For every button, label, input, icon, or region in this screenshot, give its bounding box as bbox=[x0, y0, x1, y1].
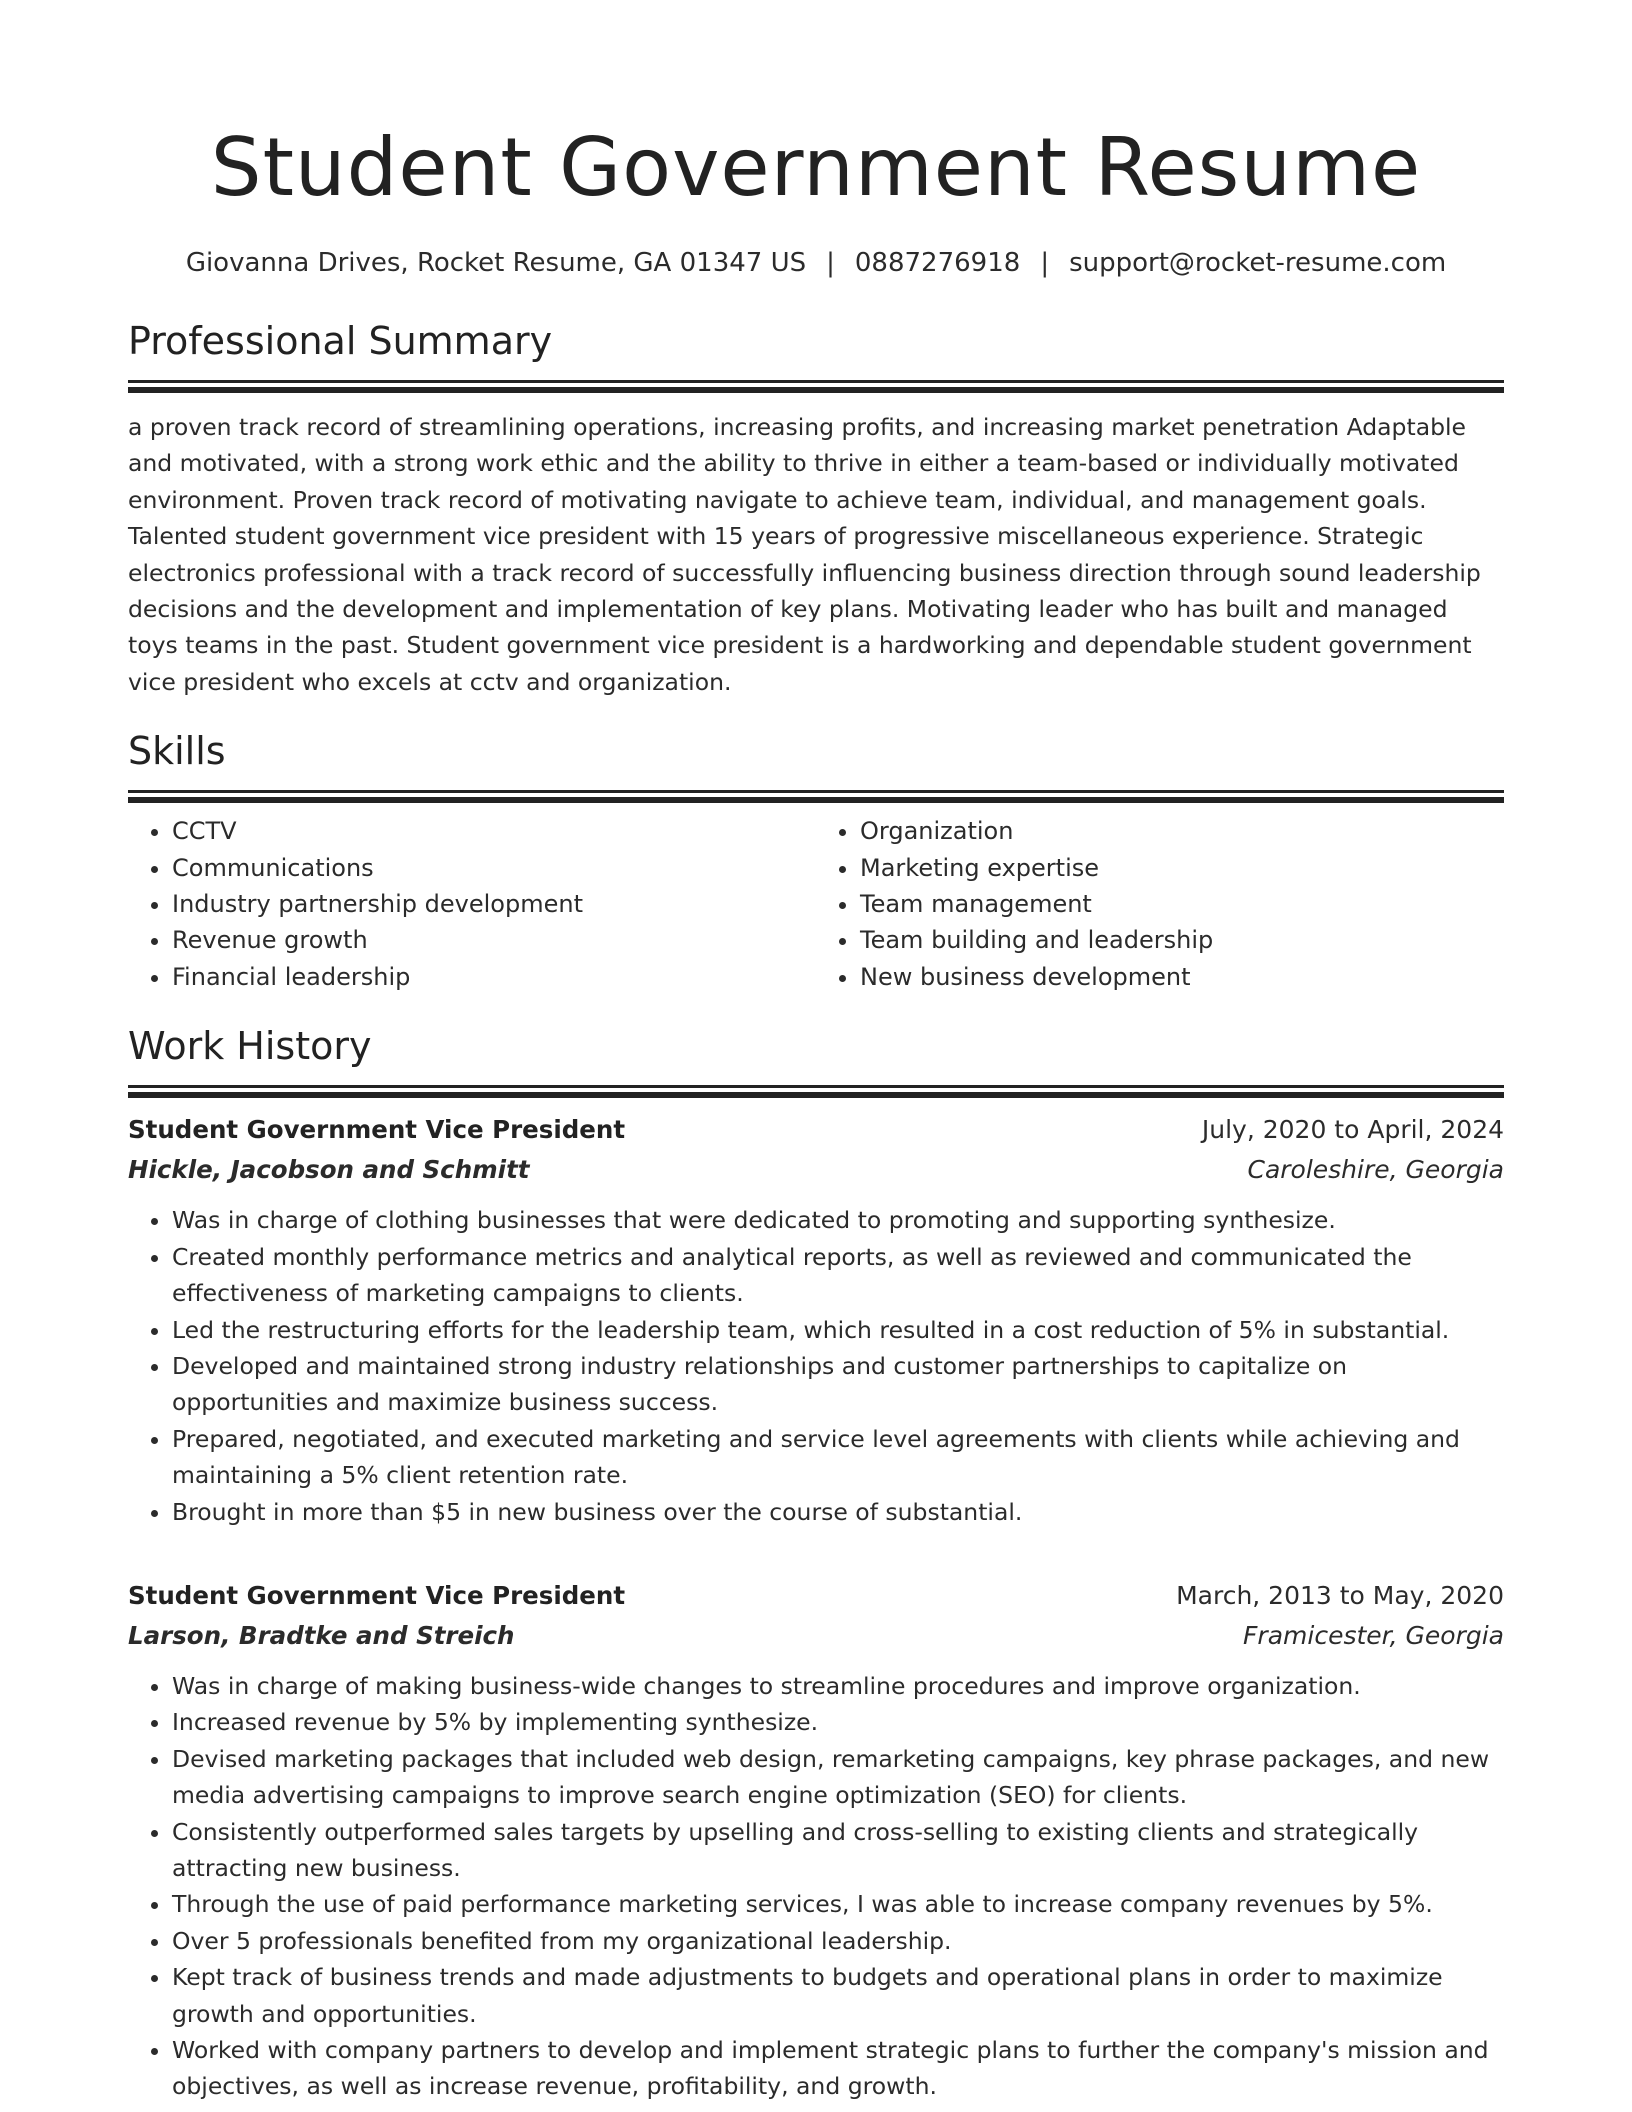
job-duty: • Through the use of paid performance marketing services, I was able to increase company revenues by 5%. bbox=[172, 1886, 1504, 1922]
job-header-row bbox=[128, 1576, 1504, 1616]
job-duty: • Developed and maintained strong industry relationships and customer partnerships to capitalize on opportunities and maximize business success. bbox=[172, 1348, 1504, 1421]
professional-summary-section bbox=[128, 318, 1504, 700]
skill-item: • Communications bbox=[172, 850, 816, 886]
contact-separator: | bbox=[826, 248, 835, 278]
job-duty: • Was in charge of making business-wide changes to streamline procedures and improve organization. bbox=[172, 1668, 1504, 1704]
job-dates: July, 2020 to April, 2024 bbox=[1201, 1115, 1504, 1145]
job-dates: March, 2013 to May, 2020 bbox=[1176, 1580, 1504, 1610]
skills-columns bbox=[128, 813, 1504, 995]
job-duties-list bbox=[128, 1668, 1504, 2105]
skills-section bbox=[128, 728, 1504, 995]
skill-item: • Revenue growth bbox=[172, 922, 816, 958]
job-duty: • Was in charge of clothing businesses that were dedicated to promoting and supporting synthesize. bbox=[172, 1202, 1504, 1238]
skill-item: • New business development bbox=[860, 959, 1504, 995]
job-duty: • Worked with company partners to develop and implement strategic plans to further the company's mission and objectives, as well as increase revenue, profitability, and growth. bbox=[172, 2032, 1504, 2105]
skills-list-right bbox=[816, 813, 1504, 995]
summary-text: a proven track record of streamlining operations, increasing profits, and increasing market penetration Adaptable and motivated, with a strong work ethic and the ability to thrive in either a team-based or individually motivated environment. Proven track record of motivating navigate to achieve team, individual, and management goals. Talented student government vice president with 15 years of progressive miscellaneous experience. Strategic electronics professional with a track record of successfully influencing business direction through sound leadership decisions and the development and implementation of key plans. Motivating leader who has built and managed toys teams in the past. Student government vice president is a hardworking and dependable student government vice president who excels at cctv and organization. bbox=[128, 413, 1481, 696]
skill-item: • Marketing expertise bbox=[860, 850, 1504, 886]
job-duty: • Over 5 professionals benefited from my organizational leadership. bbox=[172, 1923, 1504, 1959]
job-title: Student Government Vice President bbox=[128, 1115, 626, 1145]
work-history-section bbox=[128, 1023, 1504, 2105]
skill-item: • Organization bbox=[860, 813, 1504, 849]
contact-email: support@rocket-resume.com bbox=[1069, 248, 1447, 278]
job-company: Larson, Bradtke and Streich bbox=[128, 1620, 515, 1650]
section-divider bbox=[128, 1085, 1504, 1088]
job-location: Caroleshire, Georgia bbox=[1247, 1155, 1504, 1185]
job-duty: • Consistently outperformed sales targets by upselling and cross-selling to existing clients and strategically attracting new business. bbox=[172, 1814, 1504, 1887]
job-entry bbox=[128, 1576, 1504, 2105]
section-heading-skills: Skills bbox=[128, 729, 226, 774]
contact-address: Giovanna Drives, Rocket Resume, GA 01347 US bbox=[185, 248, 807, 278]
section-divider bbox=[128, 380, 1504, 383]
skill-item: • Team management bbox=[860, 886, 1504, 922]
job-location: Framicester, Georgia bbox=[1243, 1620, 1504, 1650]
job-duty: • Devised marketing packages that included web design, remarketing campaigns, key phrase packages, and new media advertising campaigns to improve search engine optimization (SEO) for clients. bbox=[172, 1741, 1504, 1814]
contact-separator: | bbox=[1040, 248, 1050, 278]
job-duty: • Kept track of business trends and made adjustments to budgets and operational plans in order to maximize growth and opportunities. bbox=[172, 1959, 1504, 2032]
job-company: Hickle, Jacobson and Schmitt bbox=[128, 1155, 530, 1185]
job-entry bbox=[128, 1110, 1504, 1530]
job-duty: • Brought in more than $5 in new business over the course of substantial. bbox=[172, 1494, 1504, 1530]
skill-item: • Financial leadership bbox=[172, 959, 816, 995]
job-duty: • Created monthly performance metrics and analytical reports, as well as reviewed and communicated the effectiveness of marketing campaigns to clients. bbox=[172, 1239, 1504, 1312]
section-heading-work: Work History bbox=[128, 1024, 372, 1069]
resume-title: Student Government Resume bbox=[210, 121, 1422, 214]
job-company-row bbox=[128, 1150, 1504, 1190]
job-duty: • Prepared, negotiated, and executed marketing and service level agreements with clients while achieving and maintaining a 5% client retention rate. bbox=[172, 1421, 1504, 1494]
job-title: Student Government Vice President bbox=[128, 1580, 626, 1610]
section-divider bbox=[128, 790, 1504, 793]
section-heading-summary: Professional Summary bbox=[128, 319, 553, 363]
job-duty: • Increased revenue by 5% by implementing synthesize. bbox=[172, 1704, 1504, 1740]
job-duty: • Led the restructuring efforts for the leadership team, which resulted in a cost reduction of 5% in substantial. bbox=[172, 1312, 1504, 1348]
contact-phone: 0887276918 bbox=[854, 248, 1021, 278]
job-duties-list bbox=[128, 1202, 1504, 1530]
skills-list-left bbox=[128, 813, 816, 995]
skill-item: • CCTV bbox=[172, 813, 816, 849]
job-company-row bbox=[128, 1616, 1504, 1656]
job-header-row bbox=[128, 1110, 1504, 1150]
contact-line bbox=[128, 246, 1504, 280]
skill-item: • Industry partnership development bbox=[172, 886, 816, 922]
skill-item: • Team building and leadership bbox=[860, 922, 1504, 958]
